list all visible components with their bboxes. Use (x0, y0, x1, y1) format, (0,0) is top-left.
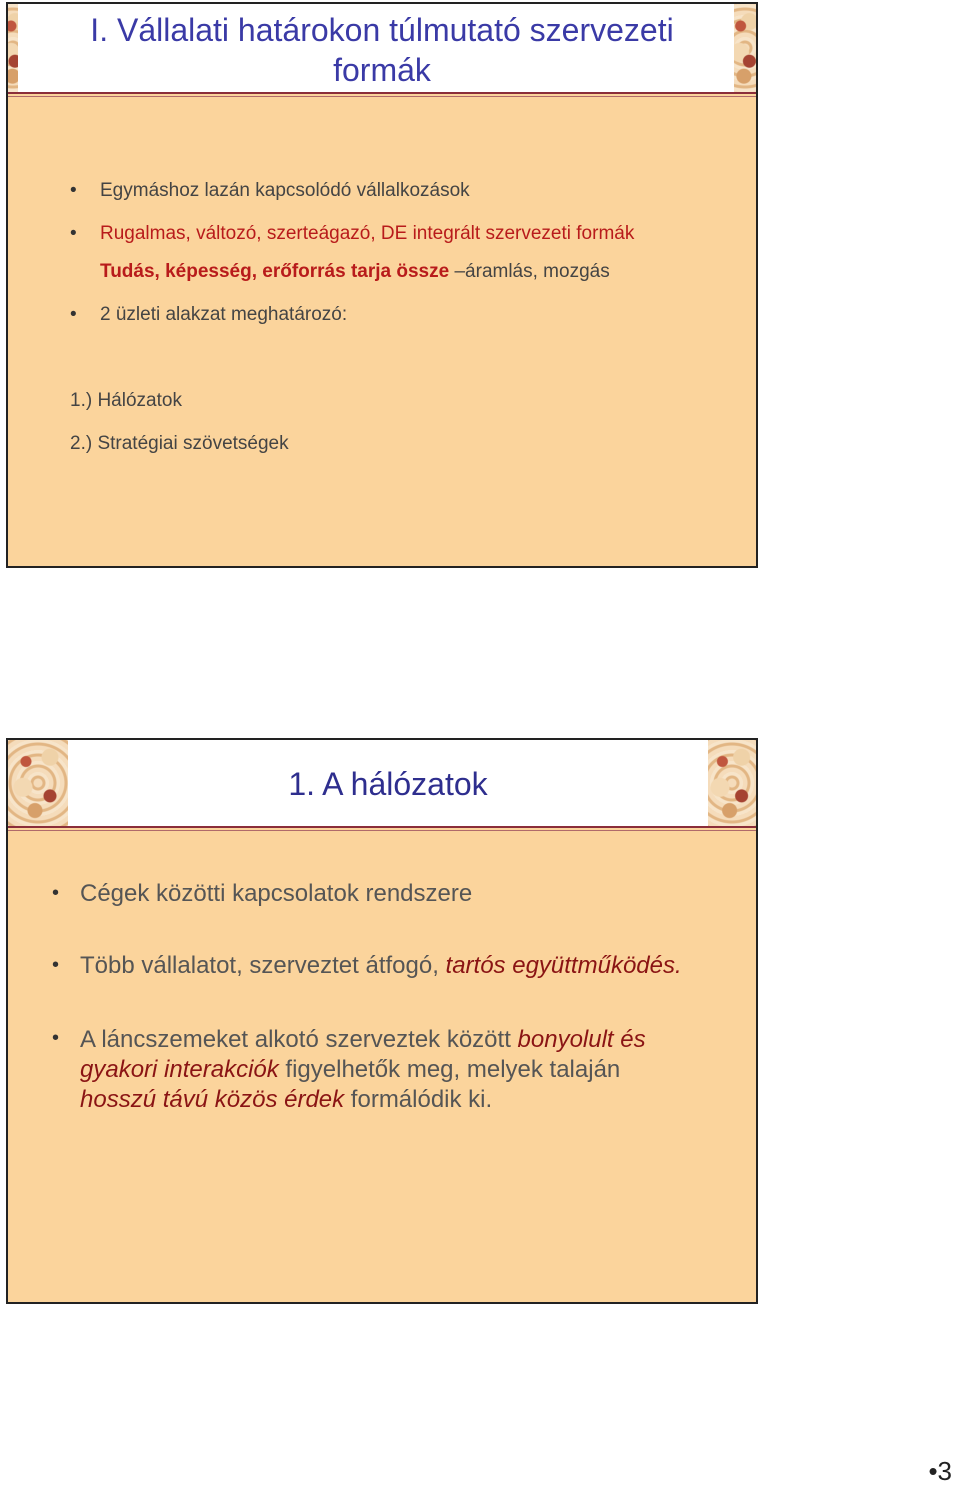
list-item-text: formálódik ki. (344, 1086, 493, 1113)
list-item (100, 261, 610, 283)
header-divider (8, 96, 756, 97)
decorative-pattern (708, 740, 756, 826)
bullet-icon: • (70, 180, 77, 201)
bullet-icon: • (70, 304, 77, 325)
list-item-text: –áramlás, mozgás (449, 261, 610, 282)
decorative-pattern (8, 740, 68, 826)
bullet-icon: • (52, 882, 60, 904)
list-item: 1.) Hálózatok (70, 390, 182, 411)
list-item-line (80, 1025, 646, 1055)
list-item-content (80, 952, 682, 980)
slide-2-title: 1. A hálózatok (288, 766, 488, 802)
list-item-text: A láncszemeket alkotó szerveztek között (80, 1026, 518, 1053)
header-divider (8, 830, 756, 831)
list-item-content (80, 1025, 646, 1115)
bullet-icon: • (70, 223, 77, 244)
slide-1-title: I. Vállalati határokon túlmutató szervezeti formák (90, 12, 674, 88)
list-item-text: 2 üzleti alakzat meghatározó: (100, 304, 348, 325)
list-item: 2.) Stratégiai szövetségek (70, 433, 289, 454)
list-item-line (80, 1085, 646, 1115)
header-divider (8, 92, 756, 94)
bullet-icon: • (52, 954, 60, 976)
decorative-pattern (734, 4, 756, 92)
slide-2 (6, 738, 758, 1304)
slide-1 (6, 2, 758, 568)
page-number: •3 (928, 1456, 952, 1486)
list-item-text: figyelhetők meg, melyek talaján (278, 1056, 621, 1083)
decorative-pattern (8, 4, 18, 92)
list-item-text: Rugalmas, változó, szerteágazó, DE integrált szervezeti formák (100, 223, 635, 244)
list-item-line (80, 1055, 646, 1085)
list-item-text: Cégek közötti kapcsolatok rendszere (80, 880, 473, 907)
header-divider (8, 826, 756, 828)
list-item-italic-text: gyakori interakciók (80, 1056, 279, 1083)
slide-1-header (8, 4, 756, 92)
bullet-icon: • (52, 1027, 60, 1049)
list-item-text: Egymáshoz lazán kapcsolódó vállalkozások (100, 180, 470, 201)
slide-2-header (8, 740, 756, 826)
list-item-italic-text: tartós együttműködés. (445, 952, 682, 979)
list-item-bold-text: Tudás, képesség, erőforrás tarja össze (100, 261, 450, 282)
list-item-italic-text: hosszú távú közös érdek (80, 1086, 345, 1113)
list-item-text: Több vállalatot, szerveztet átfogó, (80, 952, 446, 979)
list-item-italic-text: bonyolult és (517, 1026, 646, 1053)
